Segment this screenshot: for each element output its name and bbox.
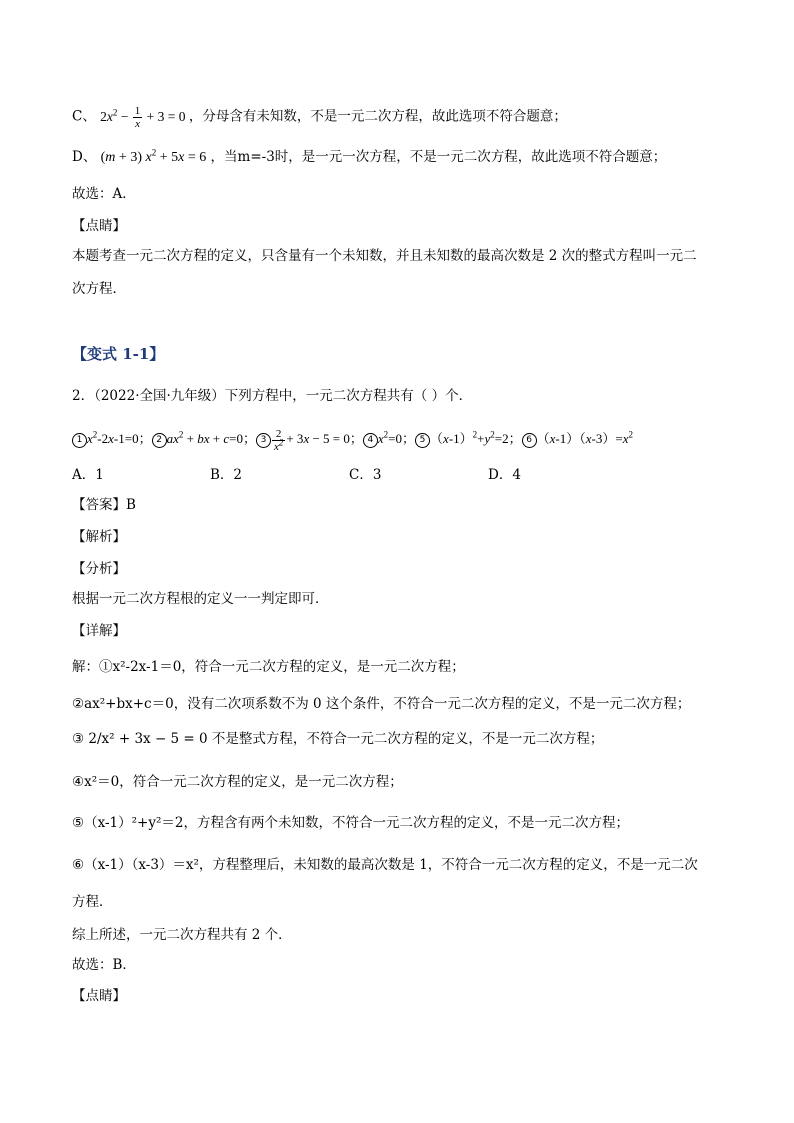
option-c-formula: $2x^2$ − $\frac{1}{x}$ + 3 = 0 [100,105,189,130]
answer: 【答案】B [72,497,136,513]
detail-5: ⑤（x-1）²+y²＝2，方程含有两个未知数，不符合一元二次方程的定义，不是一元二次方程； [72,815,629,831]
option-d-formula: (m + 3) $x^2 + 5x = 6$ [100,147,207,165]
fenxi-text: 根据一元二次方程根的定义一一判定即可． [72,591,329,607]
summary: 综上所述，一元二次方程共有 2 个． [72,927,292,943]
detail-3: ③ 2/x² + 3x − 5 = 0 不是整式方程，不符合一元二次方程的定义，不是一元二次方程； [72,731,604,747]
analysis-heading: 【解析】 [72,529,126,545]
question-number: 2． [72,388,95,404]
question-source: （2022·全国·九年级） [94,388,225,404]
fenxi-heading: 【分析】 [72,561,126,577]
option-a: A．1 [72,467,104,483]
option-d: D．4 [488,467,521,483]
detail-6: ⑥（x-1）（x-3）＝x²，方程整理后，未知数的最高次数是 1，不符合一元二次方程的定义，不是一元二次 [72,857,698,873]
prev-dianjing-line2: 次方程． [72,281,126,297]
circle-5-icon: 5 [415,433,430,448]
option-c: C．3 [349,467,382,483]
option-d-comment: ，当m=-3时，是一元一次方程，不是一元二次方程，故此选项不符合题意； [210,149,667,165]
option-d-label: D、 [72,149,97,165]
option-c-comment: ，分母含有未知数，不是一元二次方程，故此选项不符合题意； [188,108,567,125]
equations-line: 1 $x^2-2x-1=0$； 2 $ax^2$ + bx + c=0； 3 $\frac{2}{x^2}$ + 3x − 5 = 0； 4 $x^2=0$； 5 $(x-1)^2+y^2=2$； 6 $(x-1)(x-3)=x^2$ [72,428,633,453]
circle-1-icon: 1 [72,433,87,448]
detail-1: 解：①x²-2x-1＝0，符合一元二次方程的定义，是一元二次方程； [72,659,465,675]
circle-4-icon: 4 [363,433,378,448]
variant-heading: 【变式 1-1】 [72,345,165,363]
dianjing-heading: 【点睛】 [72,988,126,1004]
circle-3-icon: 3 [256,433,271,448]
option-c-line [72,105,567,130]
circle-6-icon: 6 [522,433,537,448]
option-c-label: C、 [72,108,96,125]
detail-2: ②ax²+bx+c＝0，没有二次项系数不为 0 这个条件，不符合一元二次方程的定义，不是一元二次方程； [72,696,691,712]
detail-heading: 【详解】 [72,623,126,639]
detail-4: ④x²＝0，符合一元二次方程的定义，是一元二次方程； [72,774,403,790]
option-d-line [72,147,666,168]
prev-choice: 故选：A． [72,186,136,202]
prev-dianjing-heading: 【点睛】 [72,218,126,234]
question-text: 下列方程中，一元二次方程共有（ ）个． [224,388,473,404]
question-line [72,386,472,406]
circle-2-icon: 2 [152,433,167,448]
choice: 故选：B． [72,957,136,973]
prev-dianjing-line1: 本题考查一元二次方程的定义，只含量有一个未知数，并且未知数的最高次数是 2 次的整式方程叫一元二 [72,248,697,264]
detail-6-cont: 方程． [72,894,113,910]
option-b: B．2 [210,467,243,483]
